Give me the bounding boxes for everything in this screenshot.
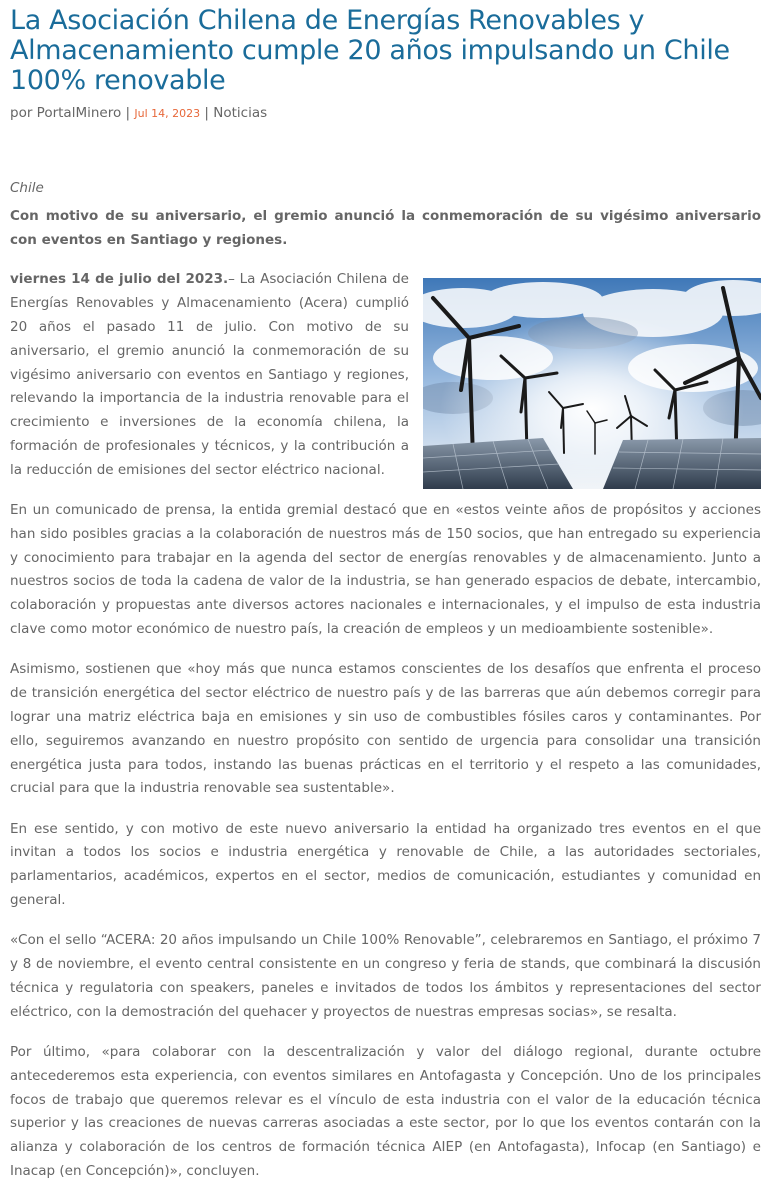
paragraph: Asimismo, sostienen que «hoy más que nunca estamos conscientes de los desafíos que enfrenta el proceso de transición energética del sector eléctrico de nuestro país y de las barreras que aún debemos corregir para lograr una matriz eléctrica baja en emisiones y sin uso de combustibles fósiles caros y contaminantes. Por ello, seguiremos avanzando en nuestro propósito con sentido de urgencia para consolidar una transición energética justa para todos, instando las buenas prácticas en el territorio y el respeto a las comunidades, crucial para que la industria renovable sea sustentable». (10, 661, 761, 797)
meta-prefix: por (10, 105, 37, 121)
post-meta (10, 105, 761, 127)
meta-separator: | (200, 105, 214, 121)
paragraph: En un comunicado de prensa, la entida gremial destacó que en «estos veinte años de propósitos y acciones han sido posibles gracias a la colaboración de nuestros más de 150 socios, que han entregado su experiencia y conocimiento para trabajar en la agenda del sector de energías renovables y de almacenamiento. Junto a nuestros socios de toda la cadena de valor de la industria, se han generado espacios de debate, intercambio, colaboración y propuestas ante diversos actores nacionales e internacionales, y el impulso de esta industria clave como motor económico de nuestro país, la creación de empleos y un medioambiente sostenible». (10, 502, 761, 638)
author-link[interactable]: PortalMinero (36, 105, 122, 121)
category-link[interactable]: Noticias (213, 105, 268, 121)
paragraph: Por último, «para colaborar con la descentralización y valor del diálogo regional, durante octubre antecederemos esta experiencia, con eventos similares en Antofagasta y Concepción. Uno de los principales focos de trabajo que queremos relevar es el vínculo de esta industria con el valor de la educación técnica superior y las creaciones de nuevas carreras asociadas a este sector, por lo que los eventos contarán con la alianza y colaboración de los centros de formación técnica AIEP (en Antofagasta), Infocap (en Santiago) e Inacap (en Concepción)», concluyen. (10, 1044, 761, 1179)
paragraph: En ese sentido, y con motivo de este nuevo aniversario la entidad ha organizado tres eventos en el que invitan a todos los socios e industria energética y renovable de Chile, a las autoridades sectoriales, parlamentarios, académicos, expertos en el sector, medios de comunicación, estudiantes y comunidad en general. (10, 820, 761, 909)
article-content (10, 177, 761, 1184)
paragraph-text: – La Asociación Chilena de Energías Renovables y Almacenamiento (Acera) cumplió 20 años el pasado 11 de julio. Con motivo de su aniversario, el gremio anunció la conmemoración de su vigésimo aniversario con eventos en Santiago y regiones, relevando la importancia de la industria renovable para el crecimiento e inversiones de la economía chilena, la formación de profesionales y técnicos, y la contribución a la reducción de emisiones del sector eléctrico nacional. (10, 271, 409, 478)
article-location: Chile (10, 180, 44, 196)
paragraph: «Con el sello “ACERA: 20 años impulsando un Chile 100% Renovable”, celebraremos en Santiago, el próximo 7 y 8 de noviembre, el evento central consistente en un congreso y feria de stands, que combinará la discusión técnica y regulatoria con speakers, paneles e invitados de todos los ámbitos y representaciones del sector eléctrico, con la demostración del quehacer y proyectos de nuestras empresas socias», se resalta. (10, 932, 761, 1020)
article-lead: Con motivo de su aniversario, el gremio anunció la conmemoración de su vigésimo aniversario con eventos en Santiago y regiones. (10, 207, 761, 248)
article-title: La Asociación Chilena de Energías Renovables y Almacenamiento cumple 20 años impulsando un Chile 100% renovable (10, 5, 730, 96)
wind-turbines-image (423, 278, 761, 489)
article-date: viernes 14 de julio del 2023. (10, 271, 229, 288)
meta-separator: | (121, 105, 135, 121)
post-date: Jul 14, 2023 (134, 107, 201, 120)
